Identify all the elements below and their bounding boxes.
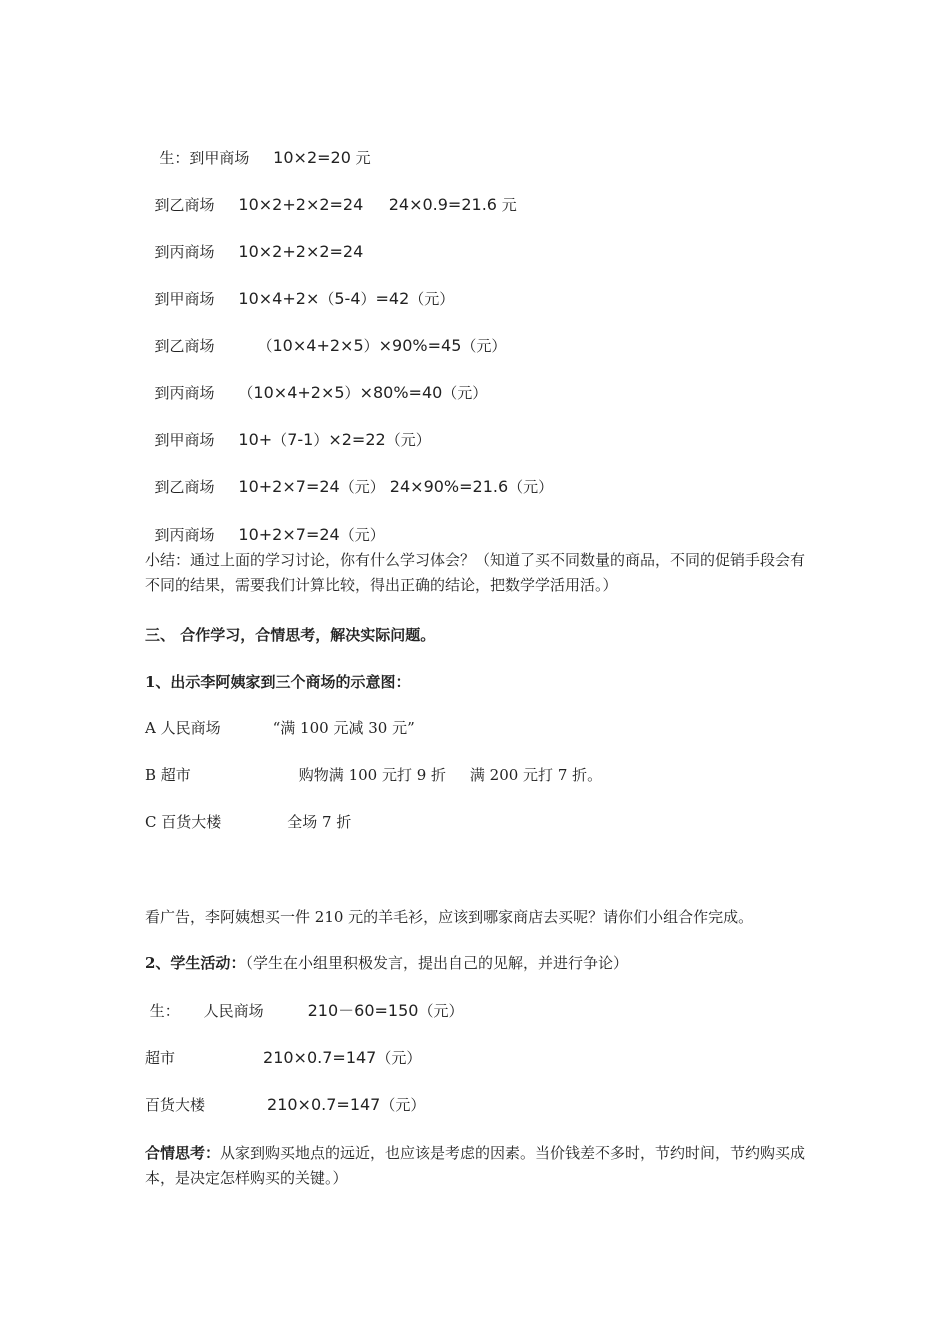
reasoning-text: 从家到购买地点的远近，也应该是考虑的因素。当价钱差不多时，节约时间，节约购买成本，是决定怎样购买的关键。） [145,1144,806,1187]
spacer [215,243,239,261]
paren: ） [313,431,329,449]
paren: （ [257,337,273,355]
store-a-offer: “满 100 元减 30 元” [272,719,415,737]
text: 生：到甲商场 [154,149,250,167]
calc-line-9 [145,502,385,546]
text: 超市 [145,1049,176,1067]
item-1-heading: 1、出示李阿姨家到三个商场的示意图： [145,673,411,691]
store-a-name: A 人民商场 [145,719,221,737]
spacer [215,384,239,402]
calc-line-7 [145,407,431,451]
paren: （ [272,431,288,449]
calc2-line-3 [145,1094,425,1116]
calc2-line-2 [145,1047,421,1069]
formula: 5-4 [334,289,361,308]
formula: 7-1 [287,430,314,449]
spacer [215,431,239,449]
store-c-offer: 全场 7 折 [287,813,352,831]
text: 生： 人民商场 [145,1002,264,1020]
paren: ） [363,337,379,355]
unit: 元 [496,196,517,214]
unit: （元） [339,478,385,496]
unit: （元） [385,431,431,449]
formula: 10×2+2×2=24 [238,242,364,261]
unit: （元） [376,1049,422,1067]
calc-line-3 [145,219,363,263]
unit: （元） [418,1002,464,1020]
paren: （ [238,384,254,402]
text: 到甲商场 [154,431,215,449]
formula: 10×4+2× [238,289,320,308]
spacer [249,149,273,167]
calc-line-2 [145,172,517,216]
spacer [215,337,258,355]
text: 到丙商场 [154,243,215,261]
store-b-name: B 超市 [145,766,191,784]
formula: 10+2×7=24 [238,525,340,544]
spacer [215,526,239,544]
spacer [215,196,239,214]
text: 到甲商场 [154,290,215,308]
question-paragraph: 看广告，李阿姨想买一件 210 元的羊毛衫，应该到哪家商店去买呢？请你们小组合作完成。 [145,908,754,926]
text: 到乙商场 [154,196,215,214]
reasoning-label: 合情思考： [145,1144,221,1162]
spacer [215,478,239,496]
store-b-offer: 购物满 100 元打 9 折 满 200 元打 7 折。 [298,766,603,784]
formula: ×90%=45 [378,336,462,355]
formula: 10+ [238,430,273,449]
calc2-line-1 [145,1000,463,1022]
store-c-name: C 百货大楼 [145,813,222,831]
formula: 210－60=150 [307,1001,419,1020]
paren: ） [360,290,376,308]
calc-line-6 [145,360,487,404]
formula: 10+2×7=24 [238,477,340,496]
paren: ） [344,384,360,402]
text: 到乙商场 [154,337,215,355]
item-2-label: 2、学生活动： [145,954,246,972]
unit: （元） [442,384,488,402]
store-c [145,811,351,833]
formula: 10×4+2×5 [253,383,345,402]
store-a [145,717,415,739]
formula: 210×0.7=147 [263,1048,377,1067]
formula: =42 [375,289,410,308]
unit: 元 [350,149,371,167]
text: 到丙商场 [154,384,215,402]
formula: 10×2=20 [273,148,351,167]
summary-paragraph: 小结：通过上面的学习讨论，你有什么学习体会？（知道了买不同数量的商品，不同的促销手段会有不同的结果，需要我们计算比较，得出正确的结论，把数学学活用活。） [145,551,806,594]
formula: ×80%=40 [359,383,443,402]
unit: （元） [461,337,507,355]
calc-line-1 [145,125,371,169]
spacer [215,290,239,308]
reasoning-paragraph [145,1141,810,1191]
unit: （元） [409,290,455,308]
text: 百货大楼 [145,1096,206,1114]
formula: ×2=22 [328,430,386,449]
formula: 10×2+2×2=24 24×0.9=21.6 [238,195,497,214]
unit: （元） [508,478,554,496]
formula: 24×90%=21.6 [384,477,509,496]
text: 到丙商场 [154,526,215,544]
item-2 [145,952,628,974]
text: 到乙商场 [154,478,215,496]
unit: （元） [339,526,385,544]
item-2-text: （学生在小组里积极发言，提出自己的见解，并进行争论） [245,954,628,972]
store-b [145,764,602,786]
formula: 10×4+2×5 [272,336,364,355]
section-heading: 三、 合作学习，合情思考，解决实际问题。 [145,626,436,644]
paren: （ [319,290,335,308]
formula: 210×0.7=147 [267,1095,381,1114]
calc-line-5 [145,313,506,357]
calc-line-8 [145,454,553,498]
calc-line-4 [145,266,454,310]
unit: （元） [380,1096,426,1114]
